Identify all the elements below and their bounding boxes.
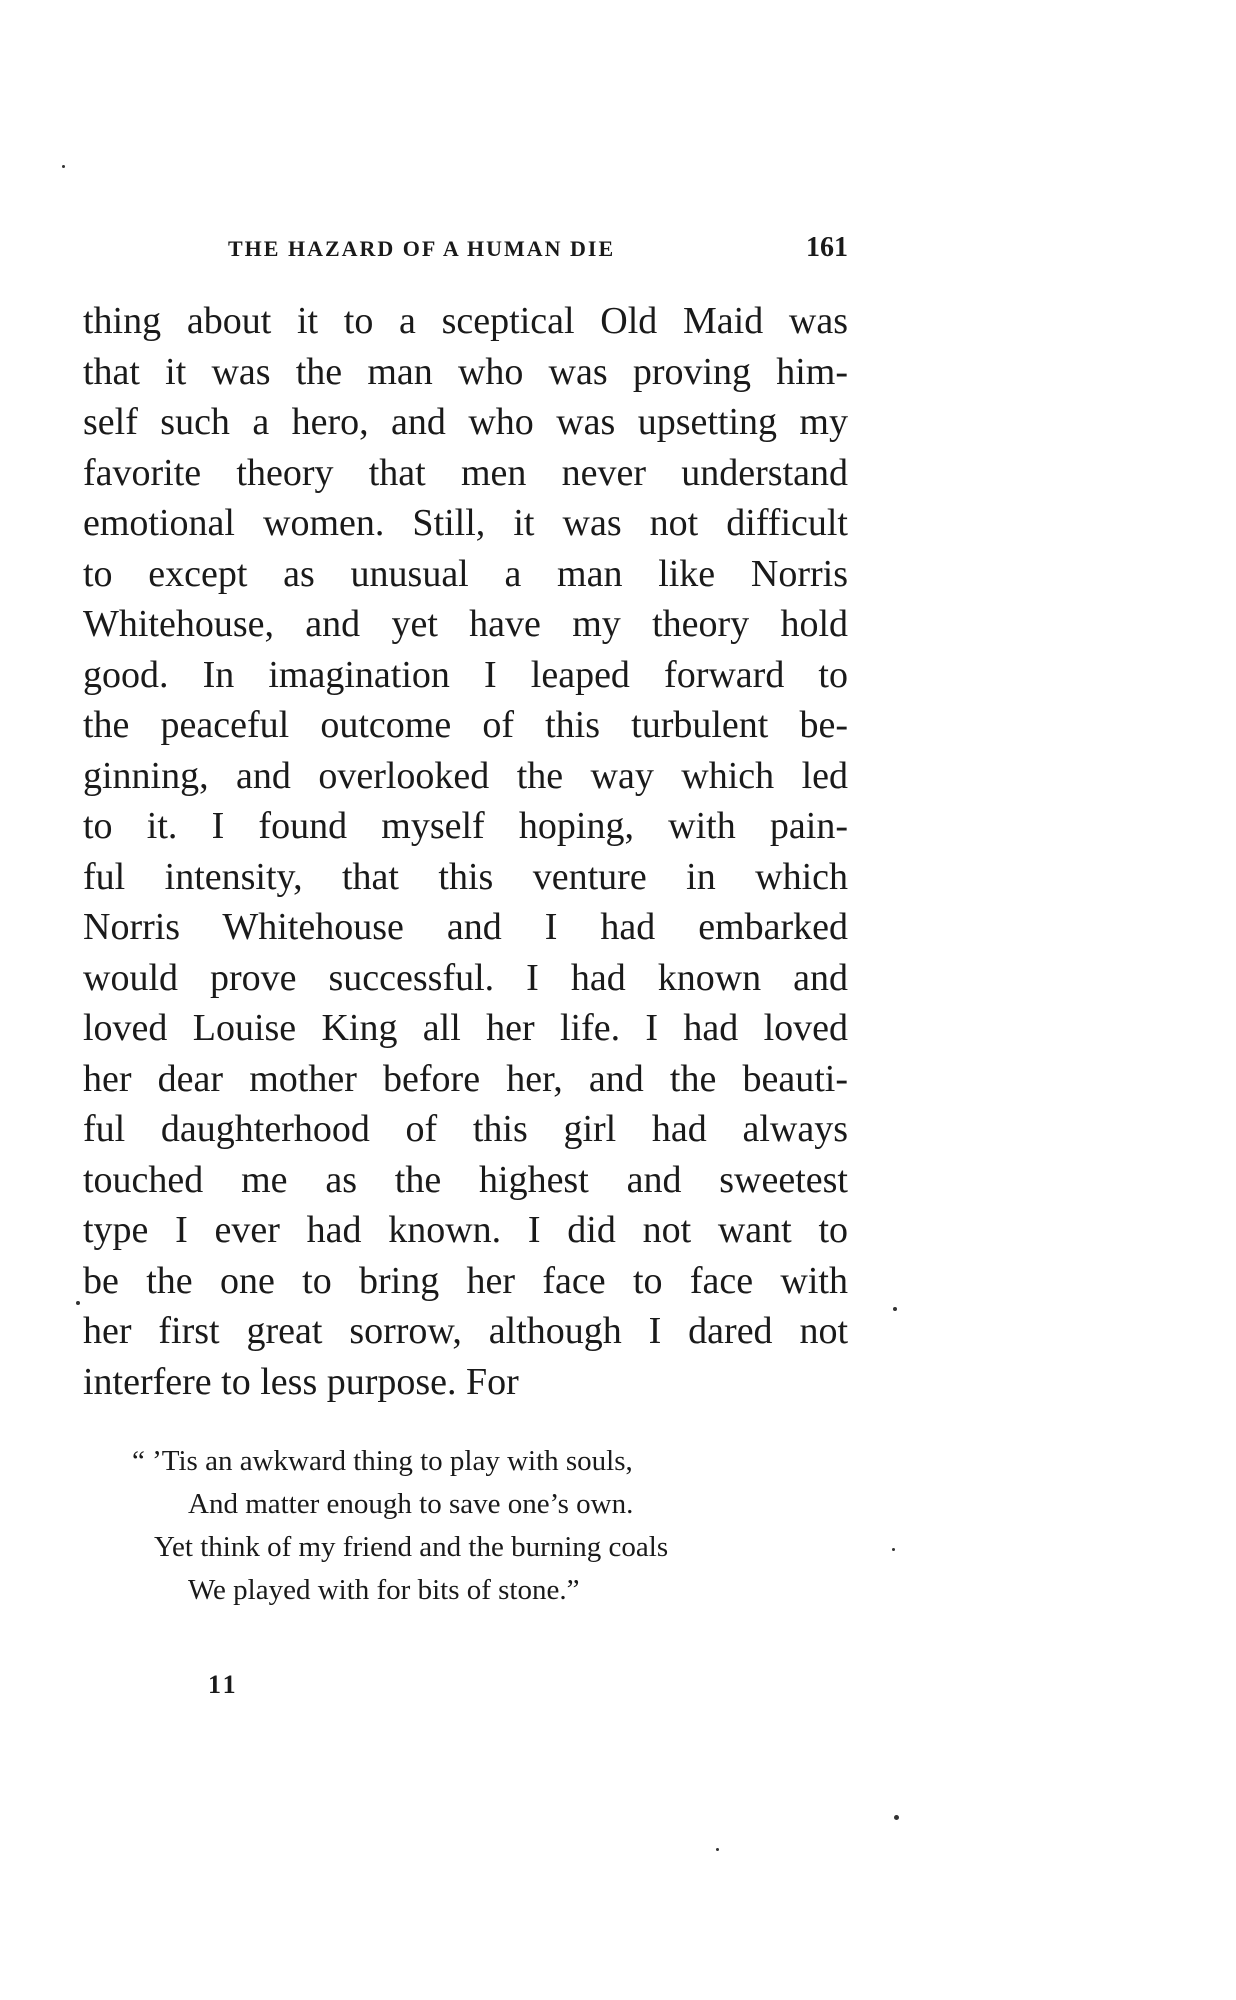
print-speck (716, 1848, 719, 1851)
text-line: ginning, and overlooked the way which led (83, 754, 848, 797)
verse-line: And matter enough to save one’s own. (188, 1488, 634, 1520)
print-speck (893, 1307, 897, 1311)
text-line: would prove successful. I had known and (83, 956, 848, 999)
text-line: emotional women. Still, it was not difficult (83, 502, 848, 544)
text-line: that it was the man who was proving him- (83, 350, 848, 393)
text-line: interfere to less purpose. For (83, 1360, 519, 1403)
text-line: to it. I found myself hoping, with pain- (83, 805, 848, 847)
text-line: be the one to bring her face to face with (83, 1259, 848, 1302)
text-line: thing about it to a sceptical Old Maid was (83, 300, 848, 342)
text-line: type I ever had known. I did not want to (83, 1209, 848, 1251)
text-line: favorite theory that men never understand (83, 451, 848, 494)
verse-line: We played with for bits of stone.” (188, 1574, 580, 1606)
running-title: THE HAZARD OF A HUMAN DIE (228, 236, 616, 261)
text-line: loved Louise King all her life. I had loved (83, 1007, 848, 1049)
text-line: her first great sorrow, although I dared not (83, 1310, 848, 1352)
verse-line: “ ’Tis an awkward thing to play with souls, (132, 1445, 633, 1477)
print-speck (76, 1301, 80, 1305)
text-line: ful intensity, that this venture in which (83, 855, 848, 898)
running-head (228, 232, 848, 272)
text-line: her dear mother before her, and the beauti- (83, 1057, 848, 1100)
text-line: Whitehouse, and yet have my theory hold (83, 603, 848, 645)
page-number: 161 (806, 232, 848, 263)
text-line: to except as unusual a man like Norris (83, 552, 848, 595)
verse-quotation (132, 1440, 832, 1612)
verse-line: Yet think of my friend and the burning coals (154, 1531, 669, 1563)
body-text (83, 296, 848, 1407)
text-line: ful daughterhood of this girl had always (83, 1108, 848, 1150)
text-line: touched me as the highest and sweetest (83, 1158, 848, 1201)
print-speck (892, 1548, 895, 1551)
text-line: good. In imagination I leaped forward to (83, 653, 848, 696)
text-line: the peaceful outcome of this turbulent be- (83, 704, 848, 746)
print-speck (894, 1815, 899, 1820)
text-line: Norris Whitehouse and I had embarked (83, 906, 848, 948)
print-speck (62, 165, 65, 168)
signature-mark: 11 (208, 1670, 239, 1699)
text-line: self such a hero, and who was upsetting my (83, 401, 848, 443)
